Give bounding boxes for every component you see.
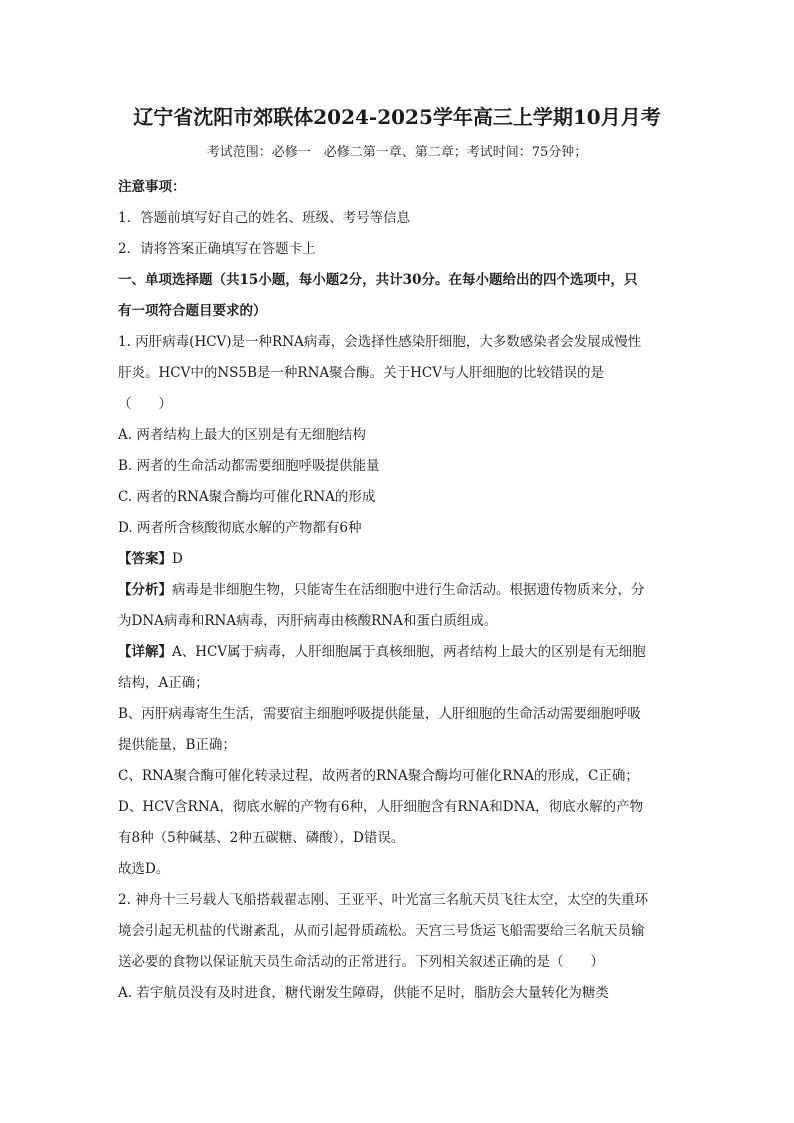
notice-heading: 注意事项： bbox=[118, 179, 186, 195]
q1-analysis-line-1 bbox=[118, 575, 678, 606]
q1-detail-line-6: D、HCV含RNA，彻底水解的产物有6种，人肝细胞含有RNA和DNA，彻底水解的产物 bbox=[118, 799, 644, 815]
exam-scope: 考试范围：必修一 必修二第一章、第二章；考试时间：75分钟； bbox=[206, 145, 588, 160]
q1-option-a: A. 两者结构上最大的区别是有无细胞结构 bbox=[118, 427, 366, 443]
q1-analysis-line-2: 为DNA病毒和RNA病毒，丙肝病毒由核酸RNA和蛋白质组成。 bbox=[118, 613, 498, 629]
q1-conclusion: 故选D。 bbox=[118, 861, 170, 877]
q1-answer bbox=[118, 544, 678, 575]
detail-text: A、HCV属于病毒，人肝细胞属于真核细胞，两者结构上最大的区别是有无细胞 bbox=[172, 644, 646, 660]
q2-stem-line-3: 送必要的食物以保证航天员生命活动的正常进行。下列相关叙述正确的是（ ） bbox=[118, 954, 604, 970]
q1-option-d: D. 两者所含核酸彻底水解的产物都有6种 bbox=[118, 520, 362, 536]
analysis-text: 病毒是非细胞生物，只能寄生在活细胞中进行生命活动。根据遗传物质来分，分 bbox=[172, 582, 645, 598]
q2-stem-line-1: 2. 神舟十三号载人飞船搭载翟志刚、王亚平、叶光富三名航天员飞往太空，太空的失重环 bbox=[118, 892, 649, 908]
q2-option-a: A. 若宇航员没有及时进食，糖代谢发生障碍，供能不足时，脂肪会大量转化为糖类 bbox=[118, 985, 609, 1001]
notice-item-1: 1．答题前填写好自己的姓名、班级、考号等信息 bbox=[118, 210, 411, 226]
q1-detail-line-3: B、丙肝病毒寄生生活，需要宿主细胞呼吸提供能量，人肝细胞的生命活动需要细胞呼吸 bbox=[118, 706, 641, 722]
q1-stem-line-3: （ ） bbox=[118, 396, 172, 412]
q2-stem-line-2: 境会引起无机盐的代谢紊乱，从而引起骨质疏松。天宫三号货运飞船需要给三名航天员输 bbox=[118, 923, 645, 939]
q1-stem-line-1: 1. 丙肝病毒(HCV)是一种RNA病毒，会选择性感染肝细胞，大多数感染者会发展成慢性 bbox=[118, 334, 642, 350]
notice-item-2: 2．请将答案正确填写在答题卡上 bbox=[118, 241, 316, 257]
q1-detail-line-7: 有8种（5种碱基、2种五碳糖、磷酸），D错误。 bbox=[118, 830, 405, 846]
q1-detail-line-5: C、RNA聚合酶可催化转录过程，故两者的RNA聚合酶均可催化RNA的形成，C正确； bbox=[118, 768, 639, 784]
q1-detail-line-1 bbox=[118, 637, 678, 668]
detail-tag: 【详解】 bbox=[118, 644, 172, 660]
analysis-tag: 【分析】 bbox=[118, 582, 172, 598]
q1-stem-line-2: 肝炎。HCV中的NS5B是一种RNA聚合酶。关于HCV与人肝细胞的比较错误的是 bbox=[118, 365, 604, 381]
q1-option-c: C. 两者的RNA聚合酶均可催化RNA的形成 bbox=[118, 489, 376, 505]
answer-tag: 【答案】 bbox=[118, 551, 172, 567]
page-title: 辽宁省沈阳市郊联体2024-2025学年高三上学期10月月考 bbox=[133, 105, 661, 129]
q1-detail-line-4: 提供能量，B正确； bbox=[118, 737, 236, 753]
document-body bbox=[118, 172, 678, 1009]
section-heading-line-2: 有一项符合题目要求的） bbox=[118, 303, 267, 319]
section-heading-line-1: 一、单项选择题（共15小题，每小题2分，共计30分。在每小题给出的四个选项中，只 bbox=[118, 272, 638, 288]
q1-option-b: B. 两者的生命活动都需要细胞呼吸提供能量 bbox=[118, 458, 380, 474]
answer-value: D bbox=[172, 551, 183, 567]
q1-detail-line-2: 结构，A正确； bbox=[118, 675, 209, 691]
